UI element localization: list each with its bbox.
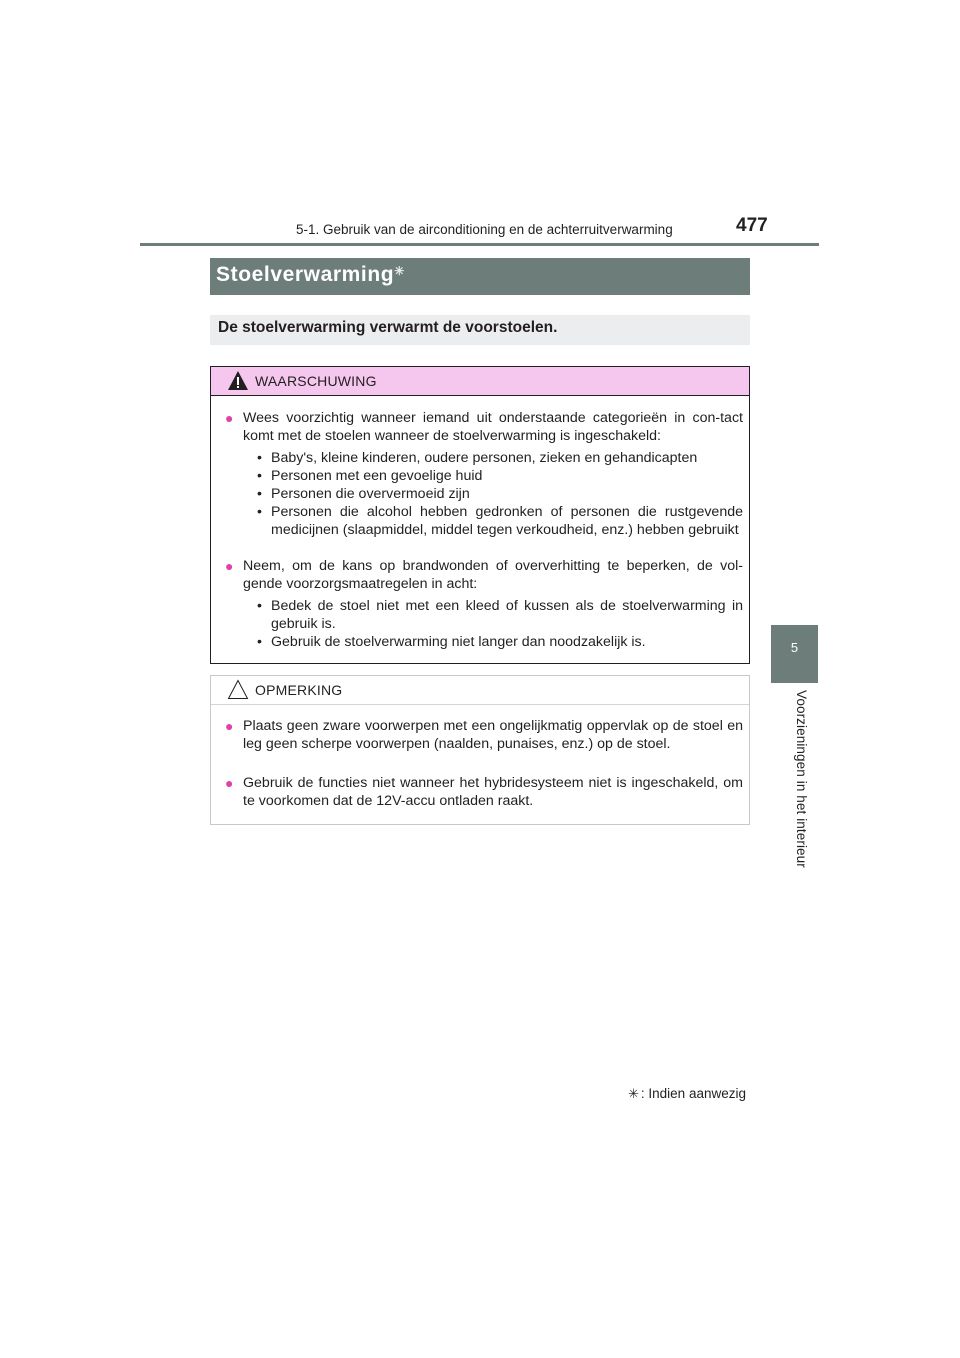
optional-star-icon: ✳ [394, 264, 405, 278]
warning-title: WAARSCHUWING [255, 373, 377, 389]
section-title-bar [210, 258, 750, 295]
note-item [225, 717, 743, 753]
warning-subitem: • Personen die oververmoeid zijn [257, 486, 470, 502]
note-item-text: Gebruik de functies niet wanneer het hybridesysteem niet is ingeschakeld, om te voorkomen dat de 12V-accu ontladen raakt. [243, 775, 743, 809]
warning-subitem: • Gebruik de stoelverwarming niet langer dan noodzakelijk is. [257, 634, 646, 650]
note-item [225, 774, 743, 810]
warning-subitem: • Personen met een gevoelige huid [257, 468, 483, 484]
warning-subitem: • Baby's, kleine kinderen, oudere personen, zieken en gehandicapten [257, 450, 698, 466]
warning-header [211, 367, 749, 396]
note-header [211, 676, 749, 705]
bullet-dot-icon: ● [225, 410, 234, 426]
intro-text: De stoelverwarming verwarmt de voorstoelen. [218, 319, 558, 336]
note-box [210, 675, 750, 825]
page-number: 477 [736, 215, 768, 236]
warning-triangle-icon [227, 370, 249, 391]
caution-outline-triangle-icon [227, 679, 249, 700]
section-header: 5-1. Gebruik van de airconditioning en de achterruitverwarming [296, 222, 673, 237]
warning-subitem: • Bedek de stoel niet met een kleed of kussen als de stoelverwarming in gebruik is. [257, 598, 743, 632]
warning-subitem: • Personen die alcohol hebben gedronken of personen die rustgevende medicijnen (slaapmiddel, middel tegen verkoudheid, enz.) hebben gebruikt [257, 504, 743, 538]
section-title-text: Stoelverwarming [216, 263, 395, 286]
bullet-dot-icon: ● [225, 775, 234, 791]
section-title [216, 263, 405, 287]
intro-bar [210, 315, 750, 345]
optional-star-icon: ✳ [628, 1086, 639, 1101]
warning-item-text: Neem, om de kans op brandwonden of oververhitting te beperken, de vol-gende voorzorgsmaatregelen in acht: [243, 558, 743, 592]
warning-item-text: Wees voorzichtig wanneer iemand uit onderstaande categorieën in con-tact komt met de stoelen wanneer de stoelverwarming is ingeschakeld: [243, 410, 743, 444]
chapter-number: 5 [790, 640, 799, 655]
warning-item [225, 409, 743, 445]
bullet-dot-icon: ● [225, 718, 234, 734]
footnote [628, 1086, 746, 1102]
bullet-dot-icon: ● [225, 558, 234, 574]
footnote-text: : Indien aanwezig [640, 1086, 746, 1101]
note-item-text: Plaats geen zware voorwerpen met een ongelijkmatig oppervlak op de stoel en leg geen scherpe voorwerpen (naalden, punaises, enz.) op de stoel. [243, 718, 743, 752]
header-divider [140, 243, 819, 246]
note-title: OPMERKING [255, 682, 343, 698]
warning-item [225, 557, 743, 593]
chapter-label: Voorzieningen in het interieur [794, 690, 809, 868]
warning-box [210, 366, 750, 664]
